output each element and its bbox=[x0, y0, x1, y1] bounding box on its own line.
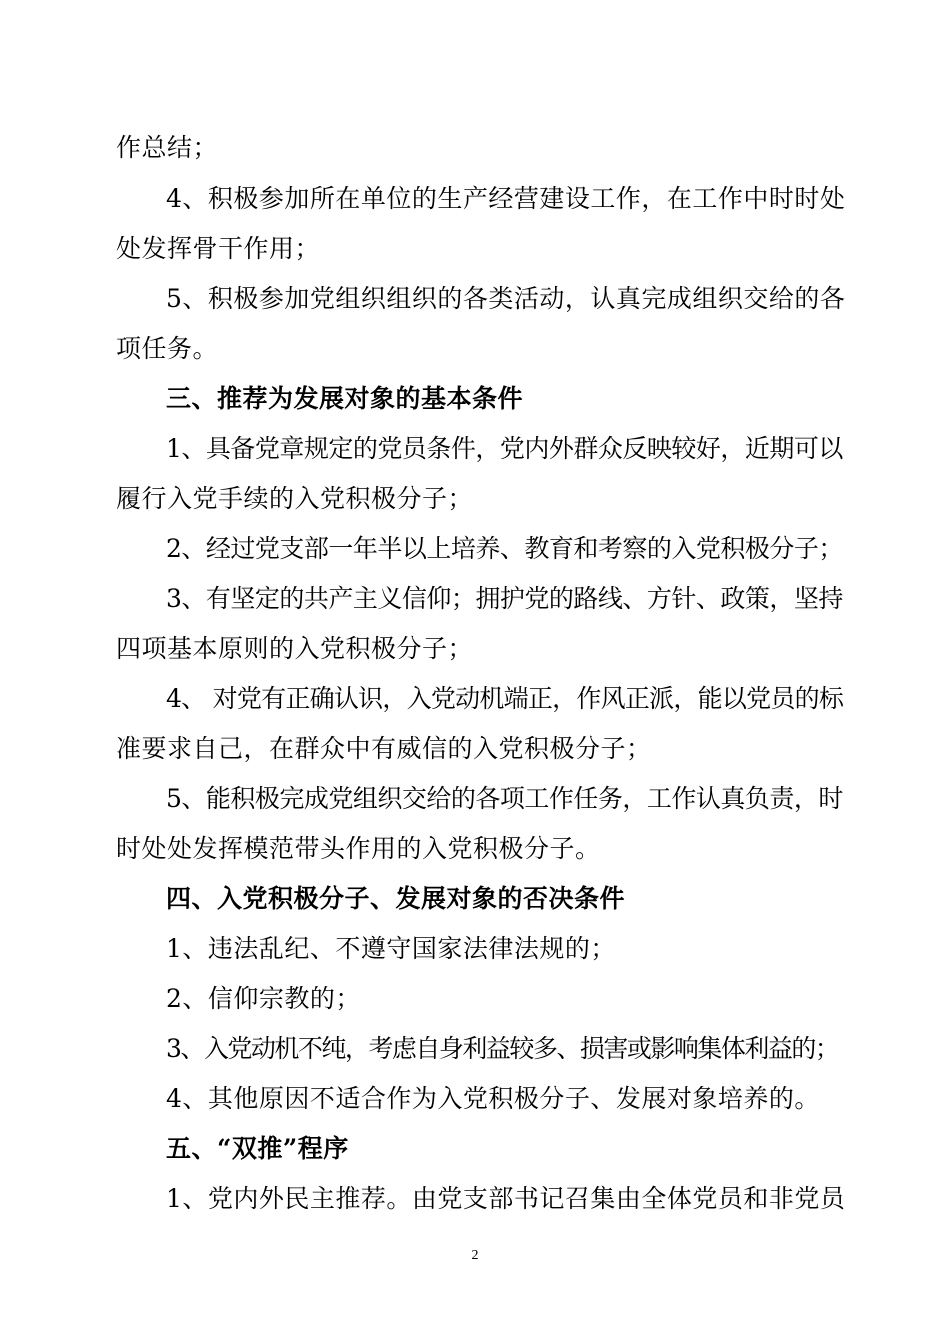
section-heading-5: 五、“双推”程序 bbox=[166, 1134, 349, 1163]
list-item-5: 5、积极参加党组织组织的各类活动，认真完成组织交给的各 bbox=[166, 284, 846, 313]
text-line: 四项基本原则的入党积极分子； bbox=[116, 634, 474, 663]
text-line: 准要求自己，在群众中有威信的入党积极分子； bbox=[116, 734, 652, 763]
page-number: 2 bbox=[471, 1248, 479, 1263]
section-heading-4: 四、入党积极分子、发展对象的否决条件 bbox=[166, 884, 626, 913]
list-item-5: 5、能积极完成党组织交给的各项工作任务，工作认真负责，时 bbox=[166, 784, 843, 813]
text-line: 项任务。 bbox=[116, 334, 219, 363]
list-item-2: 2、信仰宗教的； bbox=[166, 984, 361, 1013]
list-item-4: 4、积极参加所在单位的生产经营建设工作，在工作中时时处 bbox=[166, 184, 846, 213]
list-item-3: 3、入党动机不纯，考虑自身利益较多、损害或影响集体利益的； bbox=[166, 1034, 839, 1063]
text-line: 处发挥骨干作用； bbox=[116, 234, 321, 263]
list-item-4: 4、其他原因不适合作为入党积极分子、发展对象培养的。 bbox=[166, 1084, 820, 1113]
text-line: 履行入党手续的入党积极分子； bbox=[116, 484, 474, 513]
section-heading-3: 三、推荐为发展对象的基本条件 bbox=[166, 384, 524, 413]
list-item-3: 3、有坚定的共产主义信仰；拥护党的路线、方针、政策，坚持 bbox=[166, 584, 843, 613]
list-item-2: 2、经过党支部一年半以上培养、教育和考察的入党积极分子； bbox=[166, 534, 843, 563]
list-item-1: 1、具备党章规定的党员条件，党内外群众反映较好，近期可以 bbox=[166, 434, 843, 463]
text-line: 作总结； bbox=[116, 133, 219, 162]
text-line: 时处处发挥模范带头作用的入党积极分子。 bbox=[116, 834, 601, 863]
list-item-1: 1、党内外民主推荐。由党支部书记召集由全体党员和非党员 bbox=[166, 1184, 846, 1213]
list-item-1: 1、违法乱纪、不遵守国家法律法规的； bbox=[166, 934, 616, 963]
list-item-4: 4、 对党有正确认识，入党动机端正，作风正派，能以党员的标 bbox=[166, 684, 844, 713]
